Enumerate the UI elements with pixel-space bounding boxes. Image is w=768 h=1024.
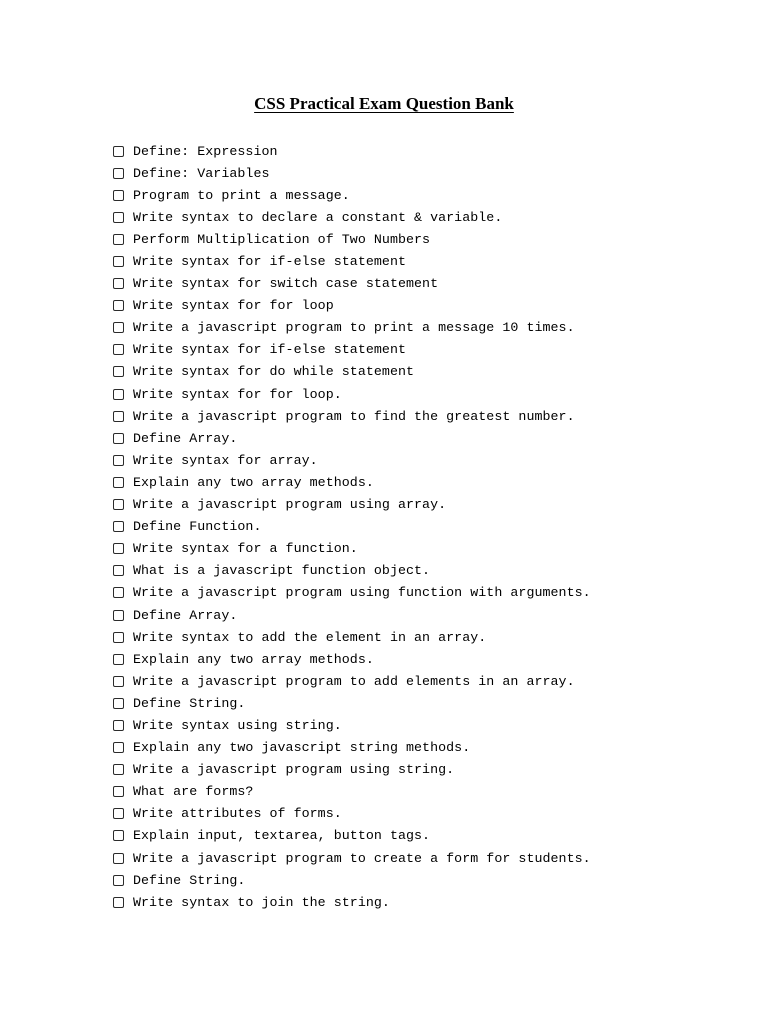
question-text: Define String. <box>133 872 246 888</box>
question-item <box>113 250 591 272</box>
checkbox-icon[interactable] <box>113 411 124 422</box>
question-item <box>113 471 591 493</box>
question-item <box>113 648 591 670</box>
checkbox-icon[interactable] <box>113 190 124 201</box>
question-text: Write a javascript program to create a form for students. <box>133 850 591 866</box>
question-item <box>113 494 591 516</box>
checkbox-icon[interactable] <box>113 168 124 179</box>
question-text: Write a javascript program using array. <box>133 497 447 513</box>
checkbox-icon[interactable] <box>113 234 124 245</box>
question-item <box>113 140 591 162</box>
question-item <box>113 670 591 692</box>
question-item <box>113 891 591 913</box>
question-text: Write syntax for do while statement <box>133 364 415 380</box>
checkbox-icon[interactable] <box>113 875 124 886</box>
question-item <box>113 847 591 869</box>
checkbox-icon[interactable] <box>113 543 124 554</box>
question-text: Define Array. <box>133 430 238 446</box>
checkbox-icon[interactable] <box>113 278 124 289</box>
question-item <box>113 383 591 405</box>
checkbox-icon[interactable] <box>113 698 124 709</box>
question-text: Define Array. <box>133 607 238 623</box>
question-item <box>113 405 591 427</box>
checkbox-icon[interactable] <box>113 300 124 311</box>
page-title: CSS Practical Exam Question Bank <box>254 94 514 113</box>
question-text: Write a javascript program to add elements in an array. <box>133 673 575 689</box>
question-item <box>113 538 591 560</box>
question-text: Write syntax for array. <box>133 452 318 468</box>
checkbox-icon[interactable] <box>113 477 124 488</box>
checkbox-icon[interactable] <box>113 366 124 377</box>
checkbox-icon[interactable] <box>113 256 124 267</box>
checkbox-icon[interactable] <box>113 632 124 643</box>
checkbox-icon[interactable] <box>113 322 124 333</box>
question-item <box>113 714 591 736</box>
question-text: Explain any two array methods. <box>133 651 374 667</box>
question-item <box>113 228 591 250</box>
question-text: What is a javascript function object. <box>133 563 431 579</box>
question-item <box>113 604 591 626</box>
checkbox-icon[interactable] <box>113 610 124 621</box>
question-item <box>113 516 591 538</box>
checkbox-icon[interactable] <box>113 720 124 731</box>
question-item <box>113 339 591 361</box>
question-item <box>113 692 591 714</box>
question-item <box>113 162 591 184</box>
question-text: Write a javascript program to find the greatest number. <box>133 408 575 424</box>
question-item <box>113 737 591 759</box>
question-item <box>113 317 591 339</box>
question-item <box>113 825 591 847</box>
checkbox-icon[interactable] <box>113 344 124 355</box>
question-text: What are forms? <box>133 784 254 800</box>
checkbox-icon[interactable] <box>113 587 124 598</box>
question-text: Write syntax for for loop <box>133 298 334 314</box>
question-item <box>113 449 591 471</box>
question-text: Write syntax using string. <box>133 717 342 733</box>
question-item <box>113 184 591 206</box>
checkbox-icon[interactable] <box>113 389 124 400</box>
question-item <box>113 361 591 383</box>
question-item <box>113 869 591 891</box>
question-item <box>113 759 591 781</box>
checkbox-icon[interactable] <box>113 146 124 157</box>
checkbox-icon[interactable] <box>113 565 124 576</box>
checkbox-icon[interactable] <box>113 764 124 775</box>
question-text: Write a javascript program using string. <box>133 762 455 778</box>
question-text: Write a javascript program to print a message 10 times. <box>133 320 575 336</box>
question-text: Write syntax for a function. <box>133 541 358 557</box>
question-text: Define: Expression <box>133 143 278 159</box>
question-item <box>113 295 591 317</box>
question-text: Write syntax for if-else statement <box>133 254 407 270</box>
question-text: Define Function. <box>133 519 262 535</box>
checkbox-icon[interactable] <box>113 455 124 466</box>
question-list <box>113 140 591 913</box>
checkbox-icon[interactable] <box>113 742 124 753</box>
question-text: Define: Variables <box>133 165 270 181</box>
checkbox-icon[interactable] <box>113 897 124 908</box>
question-text: Write syntax for for loop. <box>133 386 342 402</box>
checkbox-icon[interactable] <box>113 786 124 797</box>
checkbox-icon[interactable] <box>113 830 124 841</box>
question-item <box>113 781 591 803</box>
question-item <box>113 206 591 228</box>
question-item <box>113 560 591 582</box>
question-text: Write syntax for if-else statement <box>133 342 407 358</box>
question-text: Explain any two array methods. <box>133 474 374 490</box>
checkbox-icon[interactable] <box>113 212 124 223</box>
checkbox-icon[interactable] <box>113 676 124 687</box>
question-item <box>113 582 591 604</box>
question-text: Write syntax to declare a constant & variable. <box>133 209 503 225</box>
question-text: Write syntax to add the element in an array. <box>133 629 487 645</box>
question-text: Explain any two javascript string methods. <box>133 740 471 756</box>
question-item <box>113 803 591 825</box>
question-text: Write syntax for switch case statement <box>133 276 439 292</box>
checkbox-icon[interactable] <box>113 499 124 510</box>
checkbox-icon[interactable] <box>113 808 124 819</box>
question-text: Perform Multiplication of Two Numbers <box>133 231 431 247</box>
question-text: Write syntax to join the string. <box>133 894 390 910</box>
checkbox-icon[interactable] <box>113 521 124 532</box>
question-item <box>113 273 591 295</box>
question-item <box>113 427 591 449</box>
question-text: Define String. <box>133 695 246 711</box>
question-text: Program to print a message. <box>133 187 350 203</box>
question-text: Explain input, textarea, button tags. <box>133 828 431 844</box>
checkbox-icon[interactable] <box>113 853 124 864</box>
checkbox-icon[interactable] <box>113 433 124 444</box>
question-text: Write attributes of forms. <box>133 806 342 822</box>
question-text: Write a javascript program using function with arguments. <box>133 585 591 601</box>
question-item <box>113 626 591 648</box>
checkbox-icon[interactable] <box>113 654 124 665</box>
